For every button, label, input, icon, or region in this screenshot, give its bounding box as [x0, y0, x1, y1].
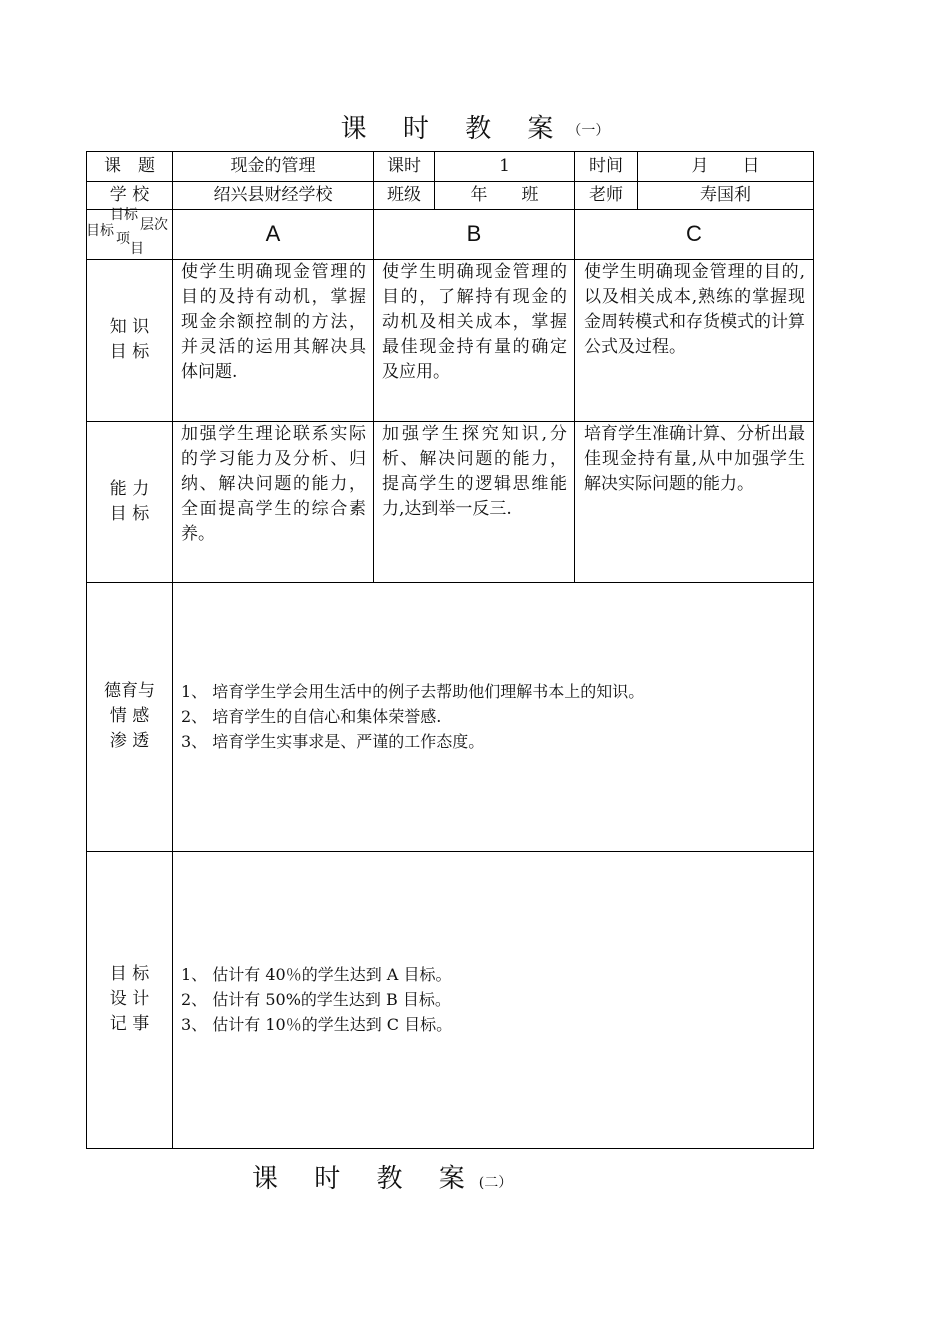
title-sub: （一） [567, 123, 610, 139]
level-a-header: A [265, 221, 281, 247]
design-label-1: 目 标 [109, 964, 150, 984]
class-label: 班级 [387, 185, 421, 206]
diag-bottom-label: 目 [130, 241, 144, 257]
design-label-3: 记 事 [109, 1014, 150, 1034]
moral-label-3: 渗 透 [109, 731, 150, 751]
ability-label [87, 477, 172, 527]
list-item: 3、 培育学生实事求是、严谨的工作态度。 [181, 732, 485, 751]
list-item: 2、 估计有 50%的学生达到 B 目标。 [181, 990, 451, 1009]
ability-label-1: 能 力 [109, 479, 150, 499]
knowledge-label [87, 315, 172, 365]
ability-a: 加强学生理论联系实际的学习能力及分析、归纳、解决问题的能力，全面提高学生的综合素养。 [181, 424, 366, 544]
ability-b: 加强学生探究知识,分析、解决问题的能力，提高学生的逻辑思维能力,达到举一反三. [382, 424, 567, 519]
level-c-header: C [686, 221, 702, 247]
moral-label-1: 德育与 [104, 681, 155, 701]
list-item: 3、 估计有 10％的学生达到 C 目标。 [181, 1015, 453, 1034]
design-list [181, 962, 801, 1037]
title-main: 课 时 教 案 [340, 114, 568, 144]
knowledge-a: 使学生明确现金管理的目的及持有动机，掌握现金余额控制的方法，并灵活的运用其解决具体问题. [181, 262, 366, 382]
title2-main: 课 时 教 案 [252, 1164, 479, 1194]
moral-label [87, 679, 172, 754]
list-item: 1、 估计有 40％的学生达到 A 目标。 [181, 965, 452, 984]
level-b-header: B [466, 221, 482, 247]
page-title [0, 108, 950, 145]
ability-c: 培育学生准确计算、分析出最佳现金持有量,从中加强学生解决实际问题的能力。 [584, 424, 805, 494]
moral-list [181, 679, 801, 754]
diag-left-label: 目标 [86, 223, 114, 239]
school-label: 学 校 [109, 185, 150, 206]
design-label-2: 设 计 [109, 989, 150, 1009]
subject-value: 现金的管理 [230, 156, 316, 177]
knowledge-b: 使学生明确现金管理的目的，了解持有现金的动机及相关成本，掌握最佳现金持有量的确定及应用。 [382, 262, 567, 382]
diag-top-label: 目标 [110, 207, 138, 223]
title2-sub: (二） [478, 1175, 513, 1191]
list-item: 2、 培育学生的自信心和集体荣誉感. [181, 707, 442, 726]
knowledge-label-1: 知 识 [109, 317, 150, 337]
class-value: 年 班 [470, 185, 539, 206]
knowledge-label-2: 目 标 [109, 342, 150, 362]
time-label: 时间 [589, 156, 623, 177]
teacher-value: 寿国利 [700, 185, 751, 206]
period-label: 课时 [387, 156, 421, 177]
moral-label-2: 情 感 [109, 706, 150, 726]
diag-right-label: 层次 [140, 217, 168, 233]
diag-mid-label: 项 [116, 231, 130, 247]
list-item: 1、 培育学生学会用生活中的例子去帮助他们理解书本上的知识。 [181, 682, 645, 701]
ability-label-2: 目 标 [109, 504, 150, 524]
school-value: 绍兴县财经学校 [213, 185, 333, 206]
period-value: 1 [499, 156, 510, 177]
time-value: 月 日 [691, 156, 760, 177]
teacher-label: 老师 [589, 185, 623, 206]
knowledge-c: 使学生明确现金管理的目的,以及相关成本,熟练的掌握现金周转模式和存货模式的计算公式及过程。 [584, 262, 805, 357]
second-page-title [252, 1158, 512, 1195]
subject-label: 课 题 [104, 156, 155, 177]
design-label [87, 962, 172, 1037]
